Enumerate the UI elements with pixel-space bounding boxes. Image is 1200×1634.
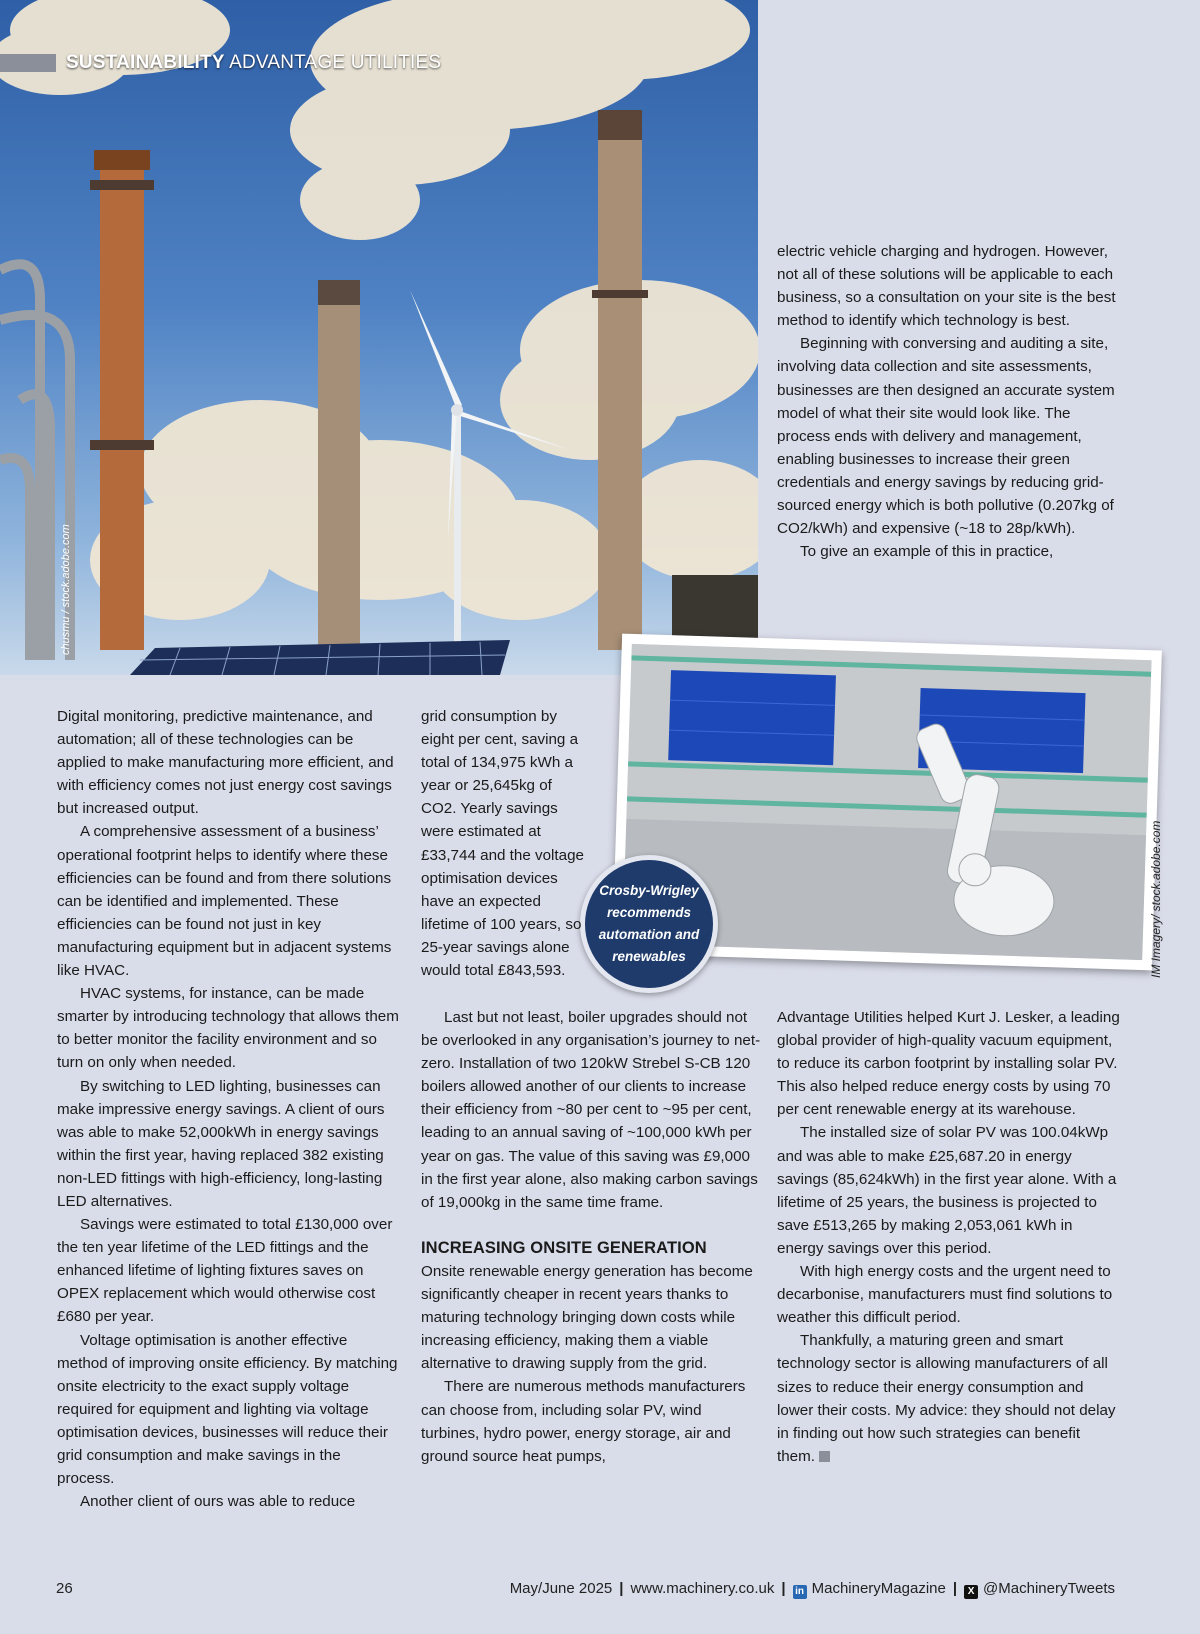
paragraph: Advantage Utilities helped Kurt J. Lesker, a leading global provider of high-quality vacuum equipment, to reduce its carbon footprint by installing solar PV. This also helped reduce energy costs by using 70 per cent renewable energy at its warehouse.: [777, 1009, 1120, 1119]
paragraph: Voltage optimisation is another effective method of improving onsite efficiency. By matching onsite electricity to the exact supply voltage required for equipment and lighting via voltage optimisation devices, businesses will reduce their grid consumption and make savings in the process.: [57, 1331, 398, 1488]
hero-image: [0, 0, 758, 675]
hero-image-credit: chusmu / stock.adobe.com: [60, 524, 72, 655]
paragraph: With high energy costs and the urgent need to decarbonise, manufacturers must find solutions to weather this difficult period.: [777, 1263, 1113, 1327]
paragraph: Beginning with conversing and auditing a site, involving data collection and site assessments, businesses are then designed an accurate system model of what their site would look like. The process ends with delivery and management, enabling businesses to increase their green credentials and energy savings by reducing grid-sourced energy which is both pollutive (0.207kg of CO2/kWh) and expensive (~18 to 28p/kWh).: [777, 335, 1115, 538]
chimney-middle: [318, 280, 360, 650]
photo-credit: IM Imagery/ stock.adobe.com: [1149, 820, 1163, 978]
paragraph: Digital monitoring, predictive maintenance, and automation; all of these technologies can be applied to make manufacturing more efficient, and with efficiency comes not just energy cost savings but increased output.: [57, 708, 394, 818]
final-paragraph-text: Thankfully, a maturing green and smart technology sector is allowing manufacturers of all sizes to reduce their energy consumption and lower their costs. My advice: they should not delay in finding out how such strategies can benefit them.: [777, 1332, 1116, 1465]
paragraph: Savings were estimated to total £130,000 over the ten year lifetime of the LED fittings and the enhanced lifetime of lighting fixtures saves on OPEX replacement which would otherwise cost £680 per year.: [57, 1216, 393, 1326]
pull-quote-text: Crosby-Wrigley recommends automation and renewables: [598, 883, 700, 964]
paragraph: There are numerous methods manufacturers can choose from, including solar PV, wind turbines, hydro power, energy storage, air and ground source heat pumps,: [421, 1378, 746, 1465]
paragraph: A comprehensive assessment of a business’ operational footprint helps to identify where these efficiencies can be found and from there solutions can be identified and implemented. These efficiencies can be found not just in key manufacturing equipment but in adjacent systems like HVAC.: [57, 823, 392, 980]
linkedin-link[interactable]: MachineryMagazine: [811, 1580, 946, 1597]
chimney-right: [598, 110, 642, 650]
paragraph: Onsite renewable energy generation has become significantly cheaper in recent years thanks to maturing technology bringing down costs while increasing efficiency, making them a viable alternative to drawing supply from the grid.: [421, 1262, 753, 1373]
paragraph: By switching to LED lighting, businesses can make impressive energy savings. A client of ours was able to make 52,000kWh in energy savings within the first year, having replaced 382 existing non-LED fittings with high-efficiency, long-lasting LED alternatives.: [57, 1077, 385, 1210]
pull-quote-badge: [580, 855, 718, 993]
paragraph: The installed size of solar PV was 100.04kWp and was able to make £25,687.20 in energy savings (85,624kWh) in the first year alone. With a lifetime of 25 years, the business is projected to save £513,265 by making 2,053,061 kWh in energy savings over this period.: [777, 1124, 1117, 1257]
column-3-bottom: [777, 1006, 1122, 1468]
column-2: [421, 1006, 761, 1468]
paragraph: HVAC systems, for instance, can be made smarter by introducing technology that allows them to better monitor the facility environment and so turn on only when needed.: [57, 985, 399, 1072]
linkedin-icon: in: [793, 1585, 807, 1599]
column-1: [57, 705, 399, 1513]
column-3-top: [777, 240, 1122, 563]
twitter-link[interactable]: @MachineryTweets: [983, 1580, 1115, 1597]
paragraph: electric vehicle charging and hydrogen. However, not all of these solutions will be applicable to each business, so a consultation on your site is the best method to identify which technology is best.: [777, 243, 1116, 330]
footer-links: May/June 2025 | www.machinery.co.uk | in MachineryMagazine | X @MachineryTweets: [509, 1580, 1115, 1597]
paragraph: [777, 1329, 1122, 1468]
section-label-rest: ADVANTAGE UTILITIES: [224, 52, 442, 73]
section-label-bold: SUSTAINABILITY: [66, 52, 225, 73]
solar-panels: [130, 640, 510, 675]
x-icon: X: [964, 1585, 978, 1599]
chimney-left: [100, 150, 144, 650]
section-bar: [0, 54, 56, 72]
subheading: INCREASING ONSITE GENERATION: [421, 1238, 707, 1257]
paragraph: Last but not least, boiler upgrades should not be overlooked in any organisation’s journey to net-zero. Installation of two 120kW Strebel S-CB 120 boilers allowed another of our clients to increase their efficiency from ~80 per cent to ~95 per cent, leading to an annual saving of ~100,000 kWh per year on gas. The value of this saving was £9,000 in the first year alone, also making carbon savings of 19,000kg in the same time frame.: [421, 1009, 761, 1211]
industrial-scene-illustration: [0, 0, 758, 675]
solar-panel: [668, 670, 836, 765]
column-2-narrow: [421, 705, 591, 982]
website-link[interactable]: www.machinery.co.uk: [630, 1580, 775, 1597]
paragraph: grid consumption by eight per cent, saving a total of 134,975 kWh a year or 25,645kg of CO2. Yearly savings were estimated at £33,744 and the voltage optimisation devices have an expected lifetime of 100 years, so 25-year savings alone would total £843,593.: [421, 708, 584, 980]
paragraph: To give an example of this in practice,: [800, 543, 1054, 561]
issue-date: May/June 2025: [509, 1580, 613, 1597]
section-label: [66, 52, 441, 74]
end-mark-icon: [819, 1451, 830, 1462]
page-number: 26: [56, 1580, 73, 1597]
paragraph: Another client of ours was able to reduce: [80, 1493, 356, 1511]
